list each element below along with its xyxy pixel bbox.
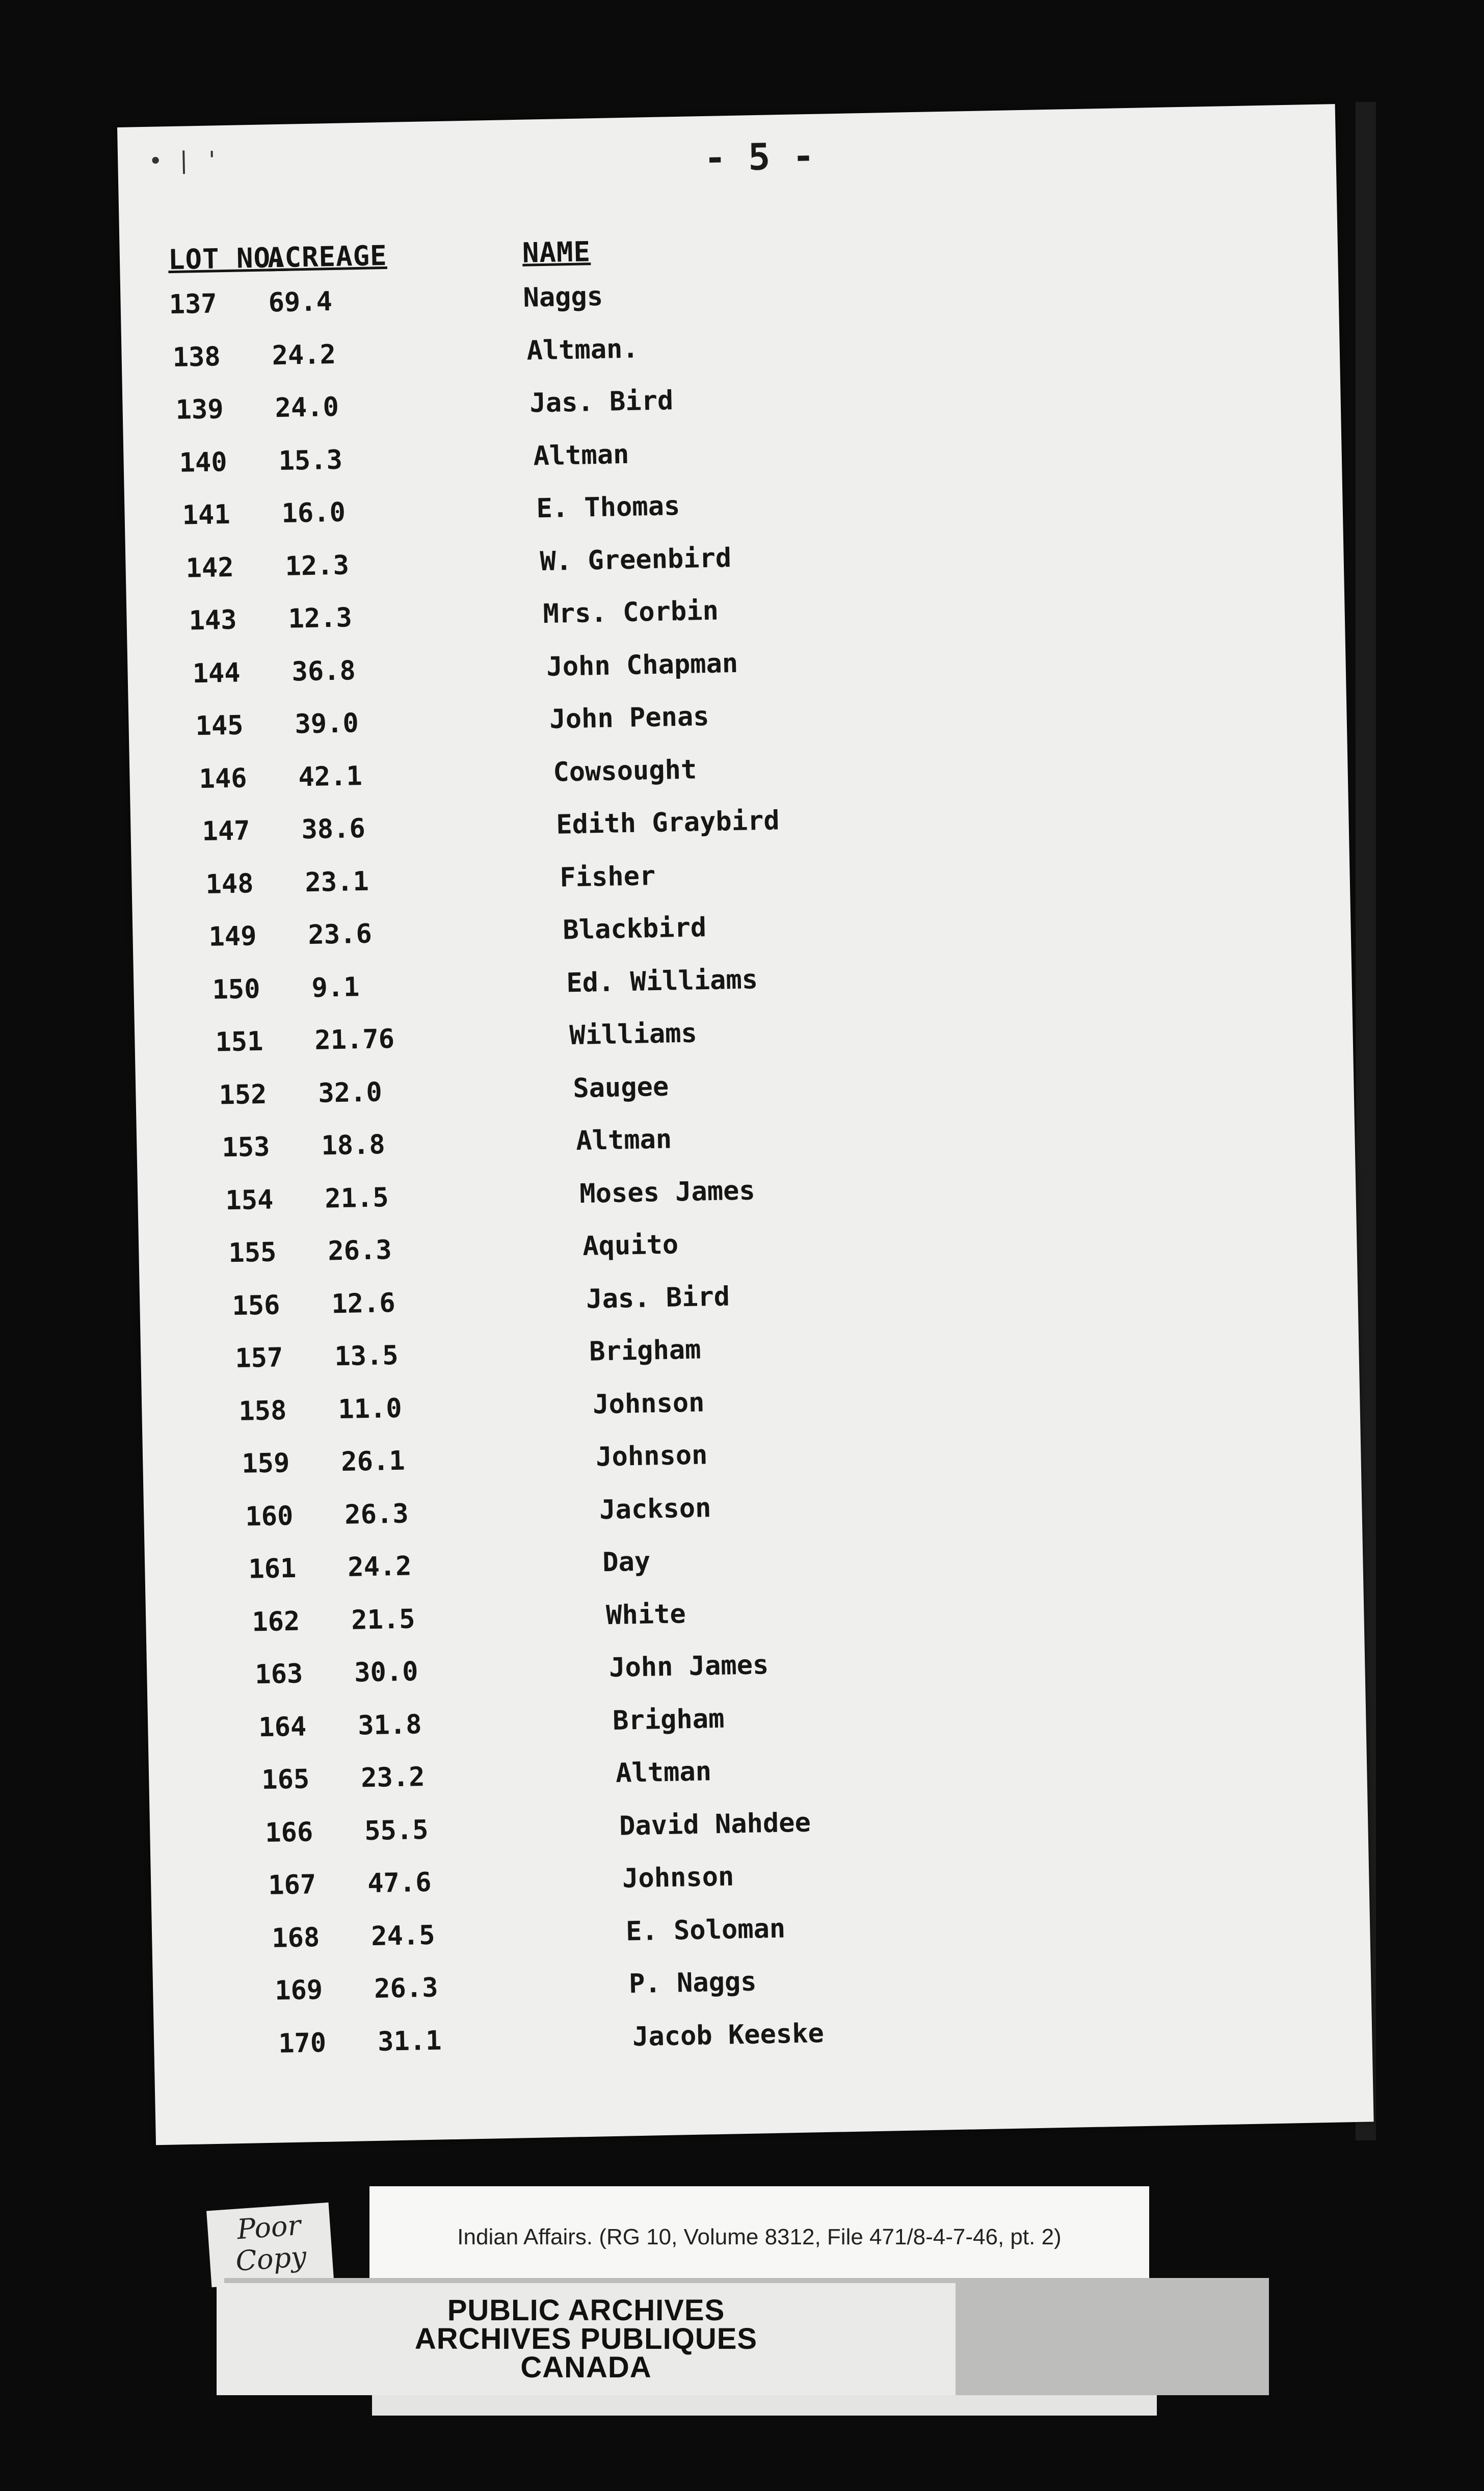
lot-number: 144	[192, 657, 241, 689]
lot-number: 159	[241, 1447, 290, 1479]
acreage-value: 24.5	[370, 1920, 436, 1952]
acreage-value: 26.3	[344, 1498, 409, 1530]
lot-number: 152	[218, 1079, 267, 1111]
corner-marks: • | '	[148, 146, 220, 175]
owner-name: Brigham	[589, 1334, 701, 1367]
acreage-value: 23.2	[360, 1762, 426, 1794]
acreage-value: 26.1	[340, 1445, 406, 1478]
owner-name: Brigham	[612, 1703, 725, 1736]
acreage-value: 55.5	[364, 1814, 429, 1846]
acreage-value: 24.0	[275, 391, 339, 424]
owner-name: Edith Graybird	[555, 805, 780, 840]
header-name: NAME	[522, 235, 591, 269]
lot-number: 162	[251, 1606, 300, 1637]
acreage-value: 13.5	[334, 1340, 399, 1372]
owner-name: Saugee	[572, 1071, 669, 1104]
owner-name: Jas. Bird	[586, 1281, 730, 1315]
acreage-value: 69.4	[268, 286, 333, 319]
lot-number: 166	[264, 1816, 313, 1848]
owner-name: E. Thomas	[536, 490, 680, 524]
owner-name: Day	[602, 1546, 651, 1578]
lot-number: 155	[228, 1237, 277, 1269]
lot-number: 150	[211, 973, 261, 1005]
lot-number: 164	[258, 1711, 307, 1743]
acreage-value: 32.0	[317, 1076, 383, 1109]
owner-name: Moses James	[579, 1175, 756, 1209]
owner-name: Jacob Keeske	[632, 2018, 825, 2052]
lot-number: 138	[172, 341, 221, 373]
lot-number: 148	[205, 868, 254, 900]
acreage-value: 21.5	[324, 1182, 389, 1214]
lot-number: 143	[189, 604, 237, 637]
lot-number: 145	[195, 710, 244, 742]
acreage-value: 11.0	[337, 1393, 403, 1425]
lot-number: 161	[248, 1553, 297, 1585]
lot-number: 141	[182, 499, 231, 531]
lot-number: 167	[268, 1869, 316, 1901]
lot-number: 153	[221, 1131, 270, 1163]
acreage-value: 24.2	[347, 1551, 412, 1583]
stamp-line-1: PUBLIC ARCHIVES	[447, 2294, 725, 2327]
owner-name: Altman.	[526, 333, 639, 366]
acreage-value: 39.0	[294, 708, 359, 740]
owner-name: Cowsought	[552, 754, 697, 788]
acreage-value: 26.3	[327, 1235, 392, 1267]
owner-name: White	[605, 1598, 686, 1631]
owner-name: Jackson	[599, 1492, 711, 1525]
acreage-value: 21.5	[351, 1603, 416, 1636]
acreage-value: 12.3	[288, 602, 353, 634]
acreage-value: 47.6	[367, 1867, 432, 1899]
owner-name: Altman	[615, 1756, 712, 1789]
owner-name: Aquito	[582, 1229, 679, 1262]
header-lot-no: LOT NO.	[168, 241, 288, 276]
lot-number: 156	[231, 1289, 280, 1321]
lot-number: 163	[254, 1658, 303, 1690]
document-page	[117, 104, 1374, 2145]
lot-number: 169	[274, 1974, 323, 2006]
lot-number: 165	[261, 1764, 310, 1796]
lot-number: 157	[234, 1342, 283, 1374]
acreage-value: 12.3	[285, 549, 350, 582]
owner-name: P. Naggs	[628, 1966, 757, 2000]
lot-number: 154	[225, 1184, 274, 1216]
poor-copy-line-1: Poor	[236, 2209, 302, 2246]
owner-name: Blackbird	[562, 912, 707, 946]
acreage-value: 16.0	[281, 497, 346, 529]
lot-number: 147	[201, 815, 251, 847]
lot-number: 146	[199, 762, 248, 794]
lot-number: 158	[238, 1395, 287, 1427]
owner-name: Johnson	[592, 1387, 705, 1420]
owner-name: John Chapman	[546, 648, 738, 682]
header-acreage: ACREAGE	[267, 239, 388, 274]
acreage-value: 18.8	[321, 1129, 386, 1161]
acreage-value: 21.76	[314, 1023, 395, 1056]
lot-number: 170	[278, 2027, 327, 2059]
owner-name: David Nahdee	[619, 1807, 811, 1842]
stamp-line-3: CANADA	[520, 2351, 652, 2384]
acreage-value: 23.1	[304, 866, 369, 898]
owner-name: Jas. Bird	[529, 385, 674, 419]
acreage-value: 36.8	[291, 655, 356, 687]
acreage-value: 15.3	[278, 444, 343, 476]
archive-reference-label	[369, 2186, 1149, 2288]
archive-stamp	[217, 2283, 956, 2395]
owner-name: Altman	[575, 1124, 672, 1157]
acreage-value: 42.1	[298, 760, 363, 792]
page-number: - 5 -	[703, 134, 815, 179]
acreage-value: 38.6	[301, 813, 366, 845]
stamp-line-2: ARCHIVES PUBLIQUES	[414, 2322, 758, 2355]
lot-number: 142	[186, 552, 234, 584]
owner-name: Johnson	[595, 1440, 708, 1473]
poor-copy-note	[206, 2203, 334, 2287]
lot-number: 168	[271, 1922, 320, 1954]
owner-name: Ed. Williams	[566, 964, 758, 998]
owner-name: Williams	[569, 1018, 698, 1051]
owner-name: E. Soloman	[625, 1913, 786, 1947]
lot-number: 140	[179, 446, 228, 479]
acreage-value: 9.1	[311, 971, 360, 1003]
owner-name: Altman	[533, 439, 629, 471]
owner-name: Mrs. Corbin	[542, 595, 719, 630]
owner-name: Naggs	[522, 281, 603, 313]
owner-name: John James	[608, 1650, 769, 1684]
owner-name: W. Greenbird	[539, 542, 732, 577]
owner-name: Fisher	[559, 860, 656, 893]
acreage-value: 12.6	[331, 1287, 396, 1319]
archive-reference-text: Indian Affairs. (RG 10, Volume 8312, File 471/8-4-7-46, pt. 2)	[457, 2224, 1062, 2249]
acreage-value: 23.6	[307, 918, 373, 951]
poor-copy-line-2: Copy	[234, 2240, 308, 2277]
owner-name: Johnson	[622, 1861, 734, 1894]
acreage-value: 31.8	[357, 1709, 422, 1741]
bottom-strip	[372, 2395, 1157, 2416]
lot-number: 137	[169, 288, 218, 321]
lot-table	[120, 267, 1372, 2083]
lot-number: 149	[208, 921, 257, 952]
acreage-value: 30.0	[354, 1656, 419, 1688]
lot-number: 160	[245, 1500, 294, 1532]
owner-name: John Penas	[549, 701, 710, 735]
acreage-value: 26.3	[374, 1972, 439, 2004]
lot-number: 151	[215, 1026, 263, 1058]
acreage-value: 31.1	[377, 2025, 442, 2057]
lot-number: 139	[175, 394, 224, 426]
acreage-value: 24.2	[272, 339, 336, 371]
